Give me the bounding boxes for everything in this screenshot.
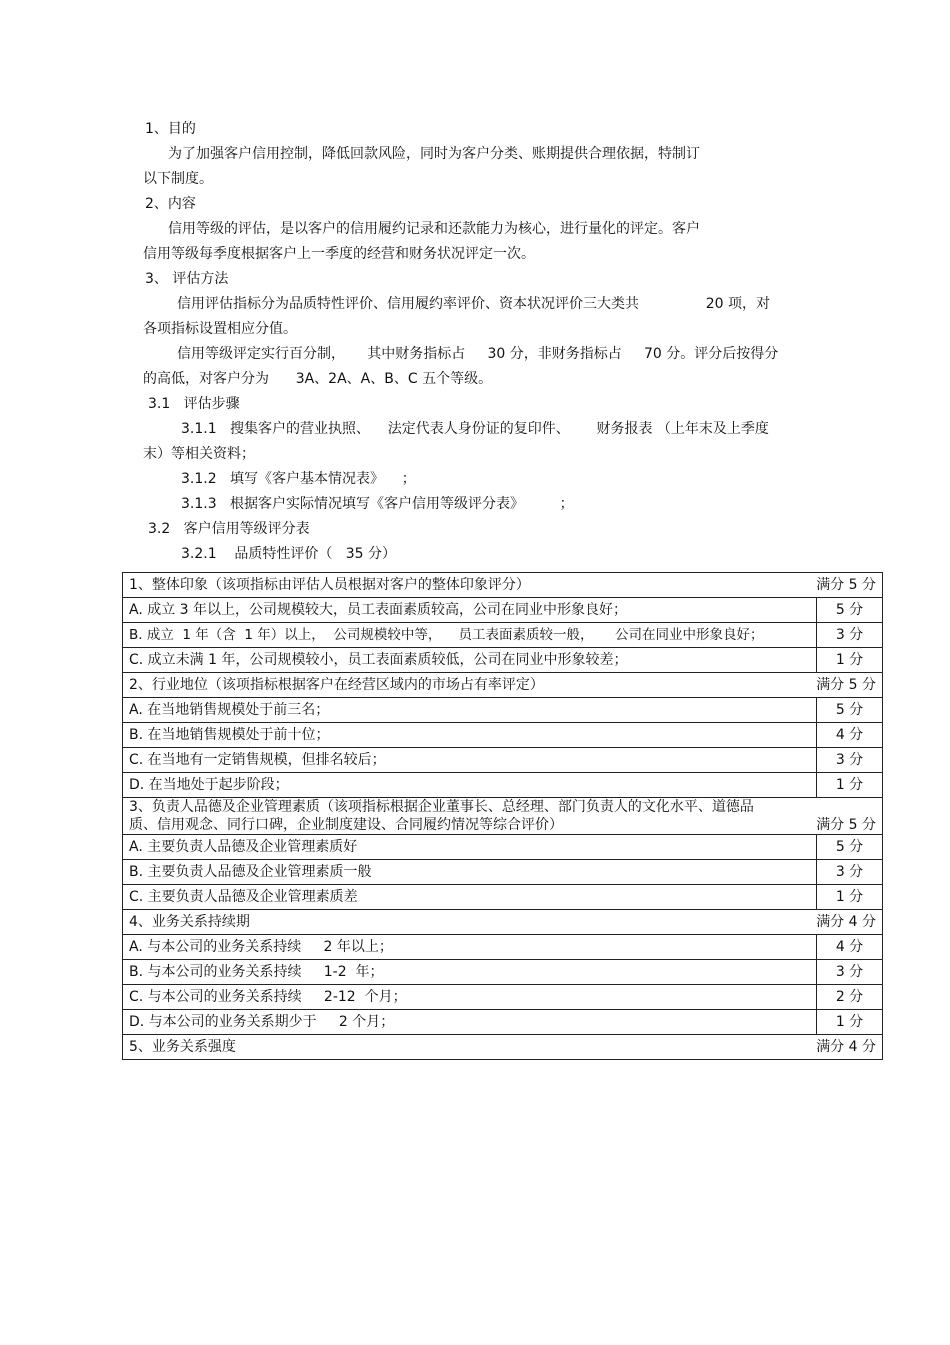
group-title-line-2: 质、信用观念、同行口碑，企业制度建设、合同履约情况等综合评价） [129,817,563,833]
group-header-cell [123,910,883,935]
group-header-row [123,798,883,835]
criterion-text: B. 主要负责人品德及企业管理素质一般 [123,860,817,885]
criterion-points: 1 分 [817,885,883,910]
table-row [123,723,883,748]
group-header-row [123,910,883,935]
table-row [123,598,883,623]
criterion-text: B. 成立 1 年（含 1 年）以上， 公司规模较中等， 员工表面素质较一般， 公司在同业中形象良好； [123,623,817,648]
group-title: 1、整体印象（该项指标由评估人员根据对客户的整体印象评分） [129,577,530,593]
group-header-cell [123,673,883,698]
criterion-text: B. 与本公司的业务关系持续 1-2 年； [123,960,817,985]
criterion-points: 3 分 [817,960,883,985]
criterion-text: A. 与本公司的业务关系持续 2 年以上； [123,935,817,960]
criterion-text: B. 在当地销售规模处于前十位； [123,723,817,748]
table-row [123,935,883,960]
table-row [123,985,883,1010]
section-3-text-2-cont: 的高低，对客户分为 3A、2A、A、B、C 五个等级。 [143,371,493,387]
criterion-points: 2 分 [817,985,883,1010]
criterion-text: C. 主要负责人品德及企业管理素质差 [123,885,817,910]
group-full-score: 满分 4 分 [816,1039,876,1055]
group-header-row [123,1035,883,1060]
table-row [123,835,883,860]
section-2-text: 信用等级的评估，是以客户的信用履约记录和还款能力为核心，进行量化的评定。客户 [168,221,700,237]
table-row [123,860,883,885]
section-1-text: 为了加强客户信用控制，降低回款风险，同时为客户分类、账期提供合理依据，特制订 [168,146,700,162]
table-row [123,960,883,985]
criterion-text: A. 在当地销售规模处于前三名； [123,698,817,723]
credit-score-table [122,572,883,1060]
table-row [123,1010,883,1035]
step-3-1-3: 3.1.3 根据客户实际情况填写《客户信用等级评分表》 ； [181,496,574,512]
criterion-points: 5 分 [817,835,883,860]
group-full-score: 满分 5 分 [816,817,876,833]
table-row [123,773,883,798]
criterion-points: 3 分 [817,860,883,885]
criterion-text: A. 成立 3 年以上，公司规模较大，员工表面素质较高，公司在同业中形象良好； [123,598,817,623]
table-row [123,748,883,773]
criterion-points: 5 分 [817,698,883,723]
criterion-points: 1 分 [817,648,883,673]
section-3-text-1: 信用评估指标分为品质特性评价、信用履约率评价、资本状况评价三大类共 20 项，对 [177,296,771,312]
group-full-score: 满分 4 分 [816,914,876,930]
table-row [123,698,883,723]
step-3-1-1-cont: 末）等相关资料； [143,446,255,462]
group-header-cell [123,1035,883,1060]
section-2-title: 2、内容 [145,196,196,212]
group-header-row [123,673,883,698]
section-3-text-1-cont: 各项指标设置相应分值。 [143,321,297,337]
criterion-points: 3 分 [817,623,883,648]
section-3-text-2: 信用等级评定实行百分制， 其中财务指标占 30 分，非财务指标占 70 分。评分后按得分 [177,346,779,362]
group-header-row [123,573,883,598]
criterion-points: 1 分 [817,773,883,798]
criterion-text: D. 与本公司的业务关系期少于 2 个月； [123,1010,817,1035]
group-title-line-1: 3、负责人品德及企业管理素质（该项指标根据企业董事长、总经理、部门负责人的文化水平、道德品 [129,799,754,815]
criterion-text: C. 在当地有一定销售规模，但排名较后； [123,748,817,773]
step-3-1-1: 3.1.1 搜集客户的营业执照、 法定代表人身份证的复印件、 财务报表 （上年末及上季度 [181,421,769,437]
criterion-text: C. 成立未满 1 年，公司规模较小，员工表面素质较低，公司在同业中形象较差； [123,648,817,673]
criterion-text: C. 与本公司的业务关系持续 2-12 个月； [123,985,817,1010]
table-row [123,885,883,910]
criterion-points: 5 分 [817,598,883,623]
group-header-cell [123,573,883,598]
criterion-text: A. 主要负责人品德及企业管理素质好 [123,835,817,860]
group-header-cell [123,798,883,835]
group-full-score: 满分 5 分 [816,577,876,593]
section-2-text-cont: 信用等级每季度根据客户上一季度的经营和财务状况评定一次。 [143,246,535,262]
section-1-title: 1、目的 [145,121,196,137]
section-3-2-1-title: 3.2.1 品质特性评价（ 35 分） [181,546,397,562]
section-3-1-title: 3.1 评估步骤 [148,396,240,412]
section-3-2-title: 3.2 客户信用等级评分表 [148,521,310,537]
criterion-points: 1 分 [817,1010,883,1035]
table-row [123,623,883,648]
group-title: 4、业务关系持续期 [129,914,250,930]
table-row [123,648,883,673]
criterion-points: 4 分 [817,935,883,960]
group-title: 2、行业地位（该项指标根据客户在经营区域内的市场占有率评定） [129,677,544,693]
group-title: 5、业务关系强度 [129,1039,236,1055]
section-3-title: 3、 评估方法 [145,271,229,287]
criterion-points: 3 分 [817,748,883,773]
step-3-1-2: 3.1.2 填写《客户基本情况表》 ； [181,471,416,487]
criterion-points: 4 分 [817,723,883,748]
section-1-text-cont: 以下制度。 [143,171,213,187]
group-full-score: 满分 5 分 [816,677,876,693]
criterion-text: D. 在当地处于起步阶段； [123,773,817,798]
